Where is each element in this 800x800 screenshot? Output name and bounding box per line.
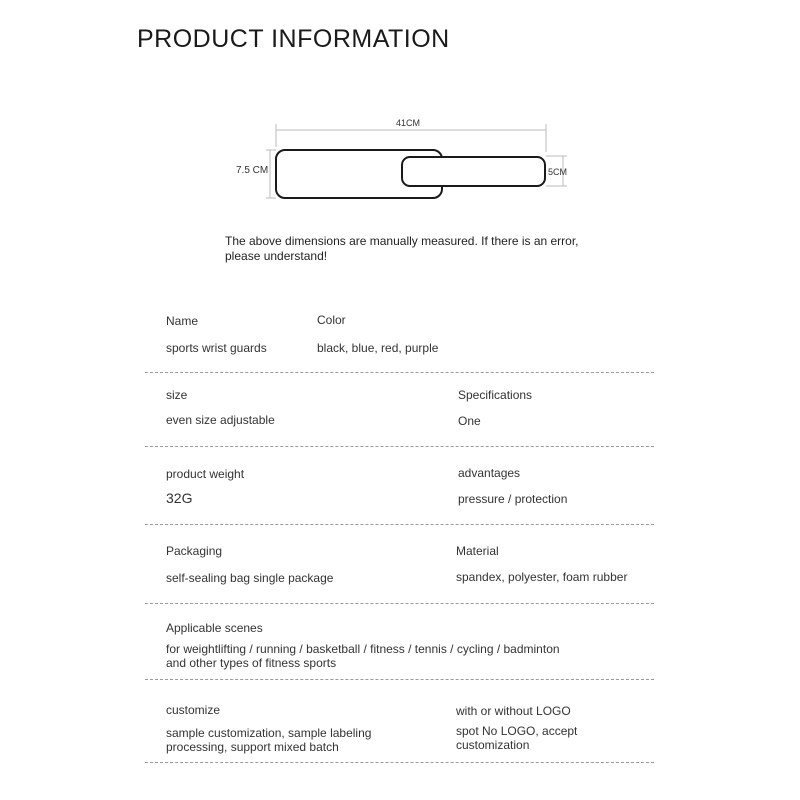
page-title: PRODUCT INFORMATION [137, 25, 450, 53]
row-divider [145, 524, 654, 525]
applicable-scenes-value-line1: for weightlifting / running / basketball / fitness / tennis / cycling / badminton [166, 642, 560, 656]
applicable-scenes-value-line2: and other types of fitness sports [166, 656, 337, 670]
logo-value-line2: customization [456, 738, 530, 752]
color-label: Color [317, 313, 346, 327]
logo-label: with or without LOGO [456, 704, 571, 718]
specifications-value: One [458, 414, 481, 428]
name-value: sports wrist guards [166, 341, 267, 355]
material-label: Material [456, 544, 499, 558]
packaging-label: Packaging [166, 544, 223, 558]
row-divider [145, 679, 654, 680]
name-label: Name [166, 314, 199, 328]
strap-label: 5CM [548, 167, 568, 177]
specifications-label: Specifications [458, 388, 533, 402]
advantages-label: advantages [458, 466, 521, 480]
size-label: size [166, 388, 188, 402]
customize-value-line1: sample customization, sample labeling [166, 726, 372, 740]
applicable-scenes-label: Applicable scenes [166, 621, 263, 635]
measurement-note: The above dimensions are manually measured. If there is an error, please understand! [225, 234, 579, 263]
weight-value: 32G [166, 490, 193, 506]
color-value: black, blue, red, purple [317, 341, 439, 355]
material-value: spandex, polyester, foam rubber [456, 570, 628, 584]
row-divider [145, 446, 654, 447]
row-divider [145, 372, 654, 373]
wrist-guard-strap-outline [402, 157, 545, 186]
advantages-value: pressure / protection [458, 492, 568, 506]
customize-value-line2: processing, support mixed batch [166, 740, 339, 754]
length-label: 41CM [396, 118, 421, 128]
logo-value-line1: spot No LOGO, accept [456, 724, 578, 738]
height-label: 7.5 CM [236, 165, 269, 176]
row-divider [145, 603, 654, 604]
size-value: even size adjustable [166, 413, 275, 427]
customize-label: customize [166, 703, 221, 717]
row-divider [145, 762, 654, 763]
packaging-value: self-sealing bag single package [166, 571, 334, 585]
weight-label: product weight [166, 467, 245, 481]
